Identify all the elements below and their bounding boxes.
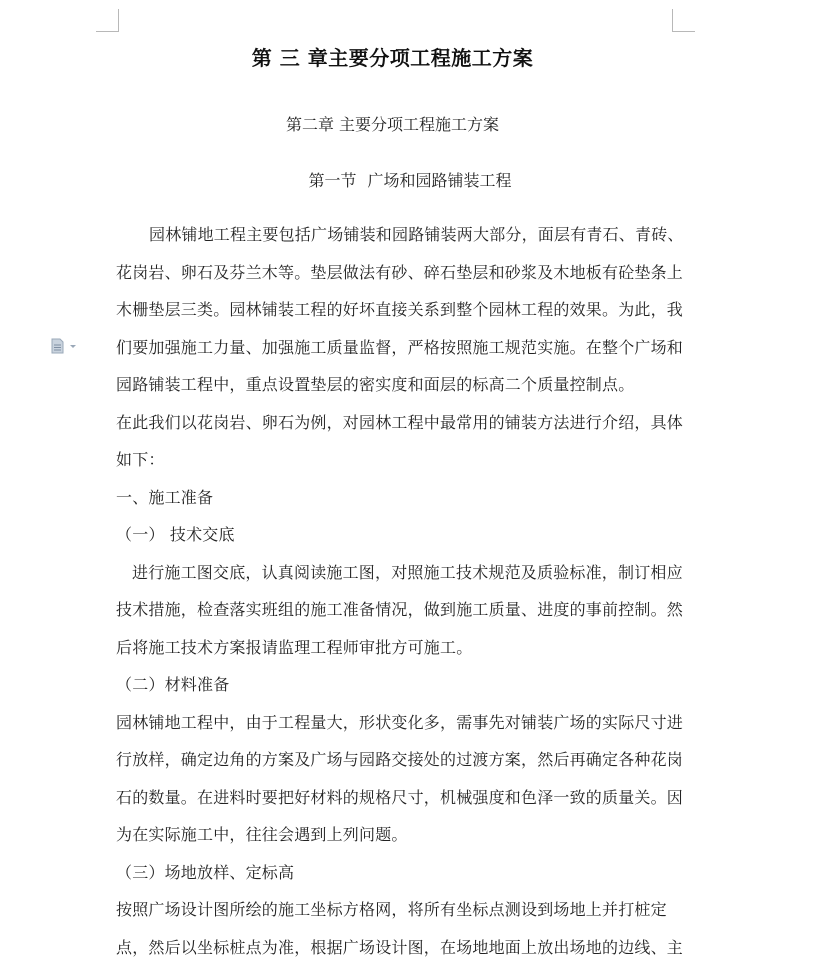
document-icon[interactable] [50,338,80,354]
document-title: 第 三 章主要分项工程施工方案 [0,42,785,71]
paragraph-line: 园林铺地工程中，由于工程量大，形状变化多，需事先对铺装广场的实际尺寸进 [116,710,676,748]
margin-corner-mark-right [672,9,695,32]
margin-corner-mark-left [96,9,119,32]
paragraph-line: 进行施工图交底，认真阅读施工图，对照施工技术规范及质验标准，制订相应 [116,560,676,598]
paragraph-line: 后将施工技术方案报请监理工程师审批方可施工。 [116,635,676,673]
paragraph-line: 行放样，确定边角的方案及广场与园路交接处的过渡方案，然后再确定各种花岗 [116,747,676,785]
section-heading: 第一节 广场和园路铺装工程 [0,168,820,191]
paragraph-line: 园林铺地工程主要包括广场铺装和园路铺装两大部分，面层有青石、青砖、 [116,222,676,260]
paragraph-line: 木栅垫层三类。园林铺装工程的好坏直接关系到整个园林工程的效果。为此，我 [116,297,676,335]
paragraph-line: 按照广场设计图所绘的施工坐标方格网，将所有坐标点测设到场地上并打桩定 [116,897,676,935]
document-body [116,222,676,972]
paragraph-line: 技术措施，检查落实班组的施工准备情况，做到施工质量、进度的事前控制。然 [116,597,676,635]
paragraph-line: 为在实际施工中，往往会遇到上列问题。 [116,822,676,860]
paragraph-line: 们要加强施工力量、加强施工质量监督，严格按照施工规范实施。在整个广场和 [116,335,676,373]
paragraph-line: 点，然后以坐标桩点为准，根据广场设计图，在场地地面上放出场地的边线、主 [116,935,676,972]
paragraph-line: 如下： [116,447,676,485]
subheading-site-layout: （三）场地放样、定标高 [116,860,676,898]
paragraph-line: 石的数量。在进料时要把好材料的规格尺寸，机械强度和色泽一致的质量关。因 [116,785,676,823]
paragraph-line: 花岗岩、卵石及芬兰木等。垫层做法有砂、碎石垫层和砂浆及木地板有砼垫条上 [116,260,676,298]
paragraph-line: 园路铺装工程中，重点设置垫层的密实度和面层的标高二个质量控制点。 [116,372,676,410]
subheading-construction-preparation: 一、施工准备 [116,485,676,523]
paragraph-line: 在此我们以花岗岩、卵石为例，对园林工程中最常用的铺装方法进行介绍，具体 [116,410,676,448]
chapter-heading: 第二章 主要分项工程施工方案 [0,112,785,135]
subheading-technical-briefing: （一） 技术交底 [116,522,676,560]
subheading-material-preparation: （二）材料准备 [116,672,676,710]
